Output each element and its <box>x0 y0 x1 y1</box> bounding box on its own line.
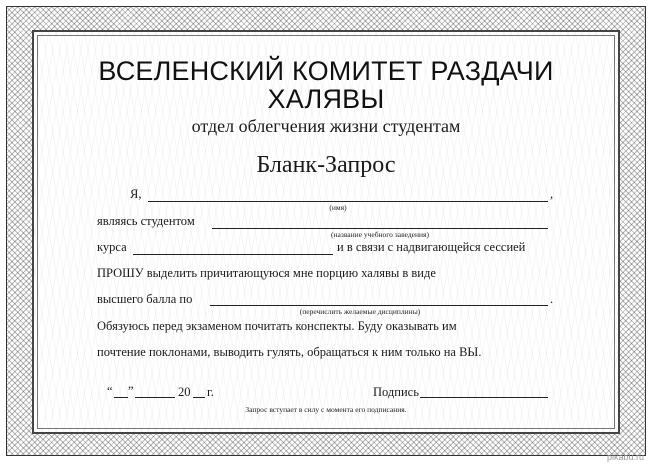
name-prefix: Я, <box>130 187 142 201</box>
date-month-line[interactable] <box>135 397 175 398</box>
subjects-suffix: . <box>550 292 554 306</box>
watermark: pikabu.ru <box>606 452 644 462</box>
title-line-1: ВСЕЛЕНСКИЙ КОМИТЕТ РАЗДАЧИ <box>98 56 554 86</box>
name-field-line[interactable] <box>148 201 548 202</box>
subjects-prefix: высшего балла по <box>97 292 193 306</box>
date-year-line[interactable] <box>193 397 205 398</box>
title-line-2: ХАЛЯВЫ <box>267 84 385 114</box>
date-day-line[interactable] <box>114 397 128 398</box>
name-caption: (имя) <box>329 203 347 212</box>
date-year-prefix: 20 <box>178 385 191 399</box>
date-suffix: г. <box>207 385 214 399</box>
department-subtitle: отдел облегчения жизни студентам <box>191 116 461 136</box>
institution-caption: (название учебного заведения) <box>331 230 429 239</box>
date-quote-close: ” <box>128 384 134 398</box>
institution-field-line[interactable] <box>212 228 548 229</box>
pledge-text-2: почтение поклонами, выводить гулять, обращаться к ним только на ВЫ. <box>97 345 482 359</box>
name-suffix: , <box>550 187 554 201</box>
course-field-line[interactable] <box>133 254 333 255</box>
subjects-caption: (перечислить желаемые дисциплины) <box>299 307 421 316</box>
request-text: ПРОШУ выделить причитающуюся мне порцию халявы в виде <box>97 266 436 280</box>
date-quote-open: “ <box>107 384 113 398</box>
student-prefix: являясь студентом <box>97 214 195 228</box>
validity-note: Запрос вступает в силу с момента его подписания. <box>245 405 407 414</box>
signature-line[interactable] <box>420 397 548 398</box>
pledge-text-1: Обязуюсь перед экзаменом почитать конспекты. Буду оказывать им <box>97 319 457 333</box>
subjects-field-line[interactable] <box>210 305 548 306</box>
form-name: Бланк-Запрос <box>256 152 396 178</box>
signature-label: Подпись <box>373 385 419 399</box>
course-suffix: и в связи с надвигающейся сессией <box>337 240 526 254</box>
course-prefix: курса <box>97 240 127 254</box>
